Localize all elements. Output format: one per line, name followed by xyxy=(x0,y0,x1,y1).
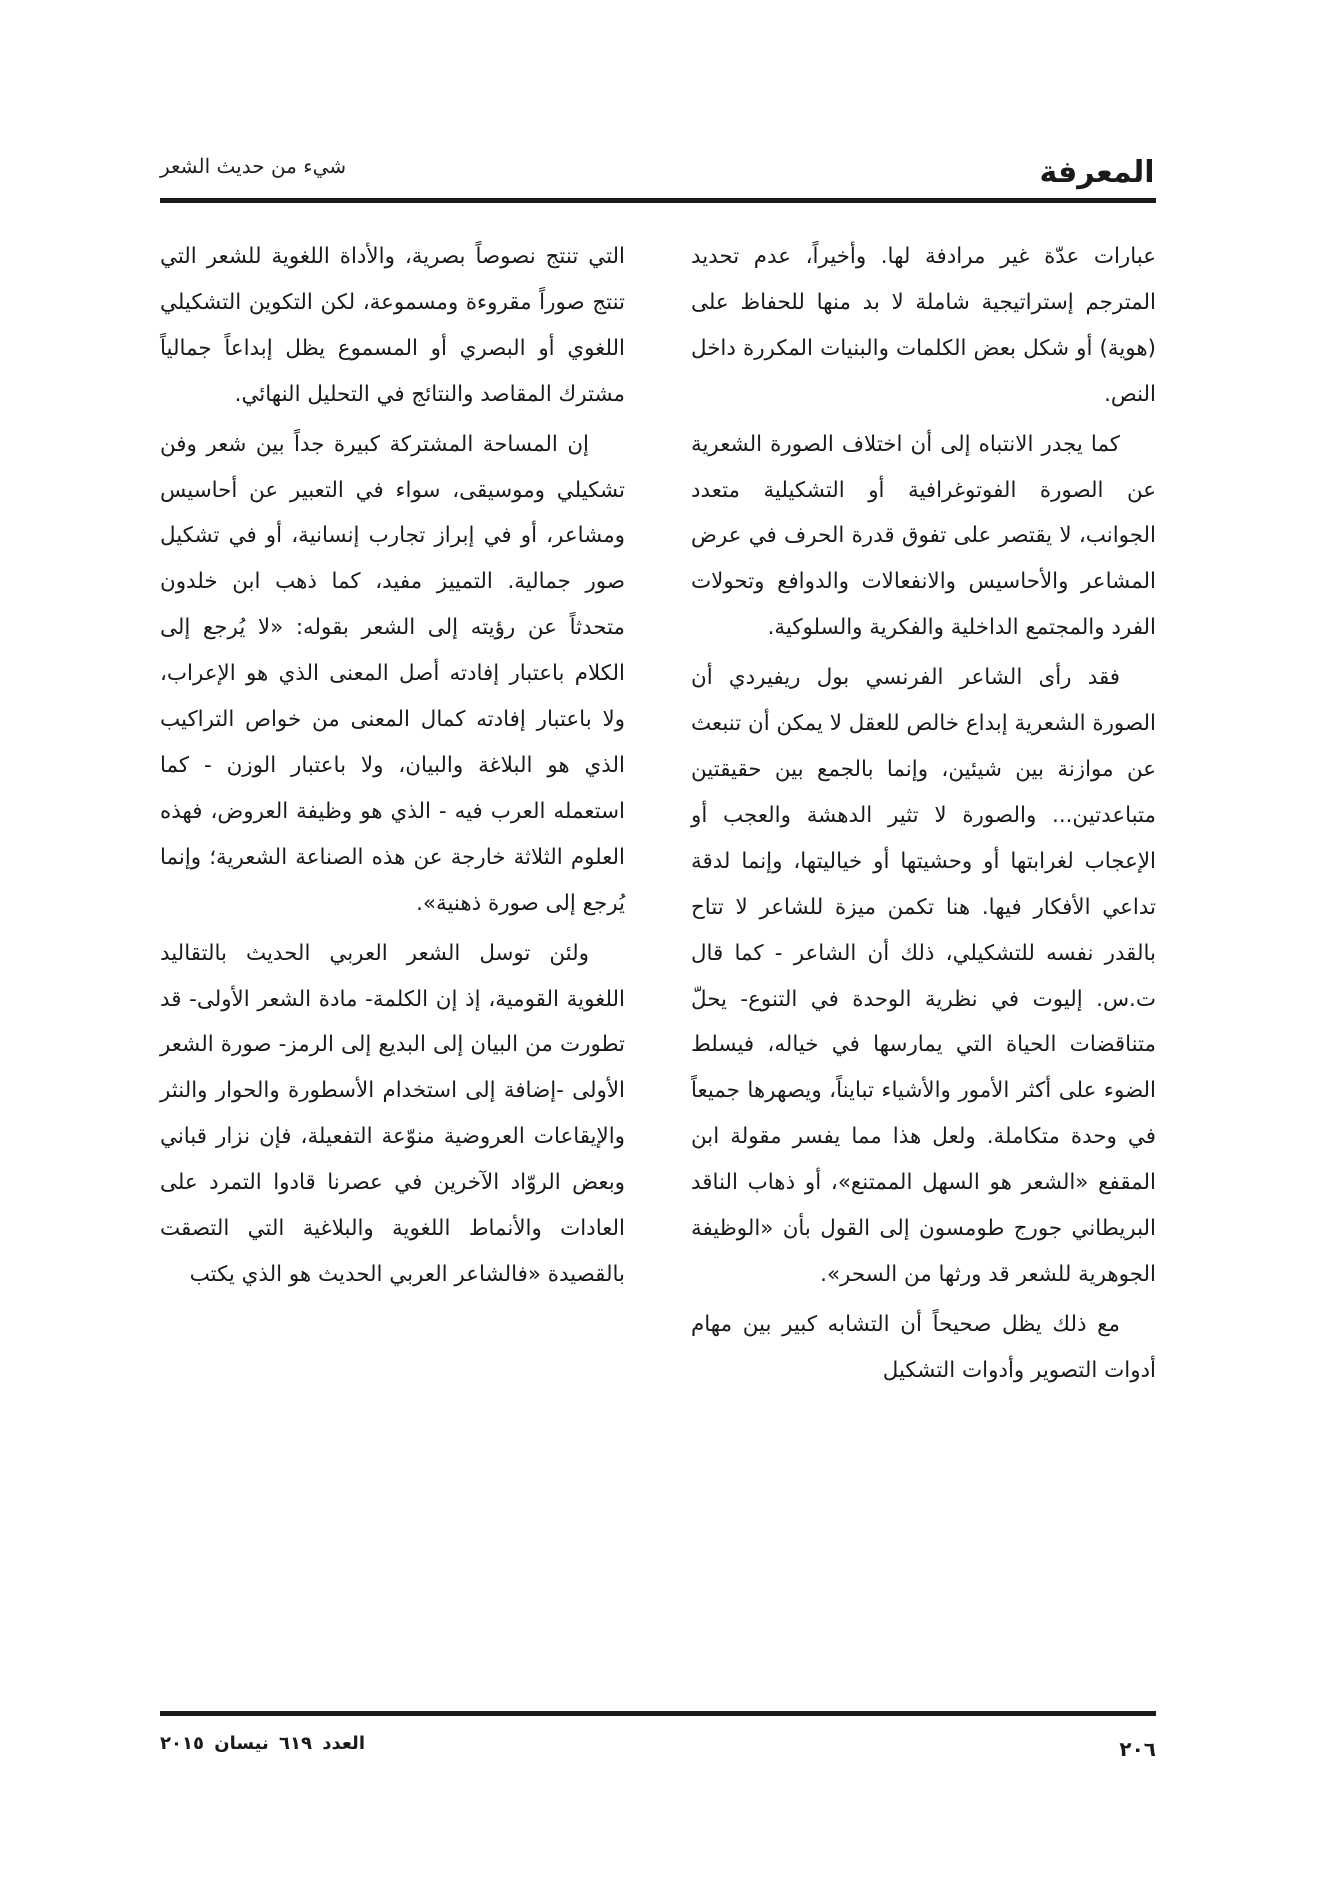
left-column xyxy=(160,234,625,1302)
paragraph: عبارات عدّة غير مرادفة لها. وأخيراً، عدم تحديد المترجم إستراتيجية شاملة لا بد منها للحفاظ على (هوية) أو شكل بعض الكلمات والبنيات المكررة داخل النص. xyxy=(691,244,1156,407)
page-number: ٢٠٦ xyxy=(1119,1737,1156,1761)
paragraph: ولئن توسل الشعر العربي الحديث بالتقاليد اللغوية القومية، إذ إن الكلمة- مادة الشعر الأولى- قد تطورت من البيان إلى البديع إلى الرمز- صورة الشعر الأولى -إضافة إلى استخدام الأسطورة والحوار والنثر والإيقاعات العروضية منوّعة التفعيلة، فإن نزار قباني وبعض الروّاد الآخرين في عصرنا قادوا التمرد على العادات والأنماط اللغوية والبلاغية التي التصقت بالقصيدة «فالشاعر العربي الحديث هو الذي يكتب xyxy=(160,940,625,1287)
right-column xyxy=(691,234,1156,1398)
footer-divider xyxy=(160,1711,1156,1716)
issue-info: العدد ٦١٩ نيسان ٢٠١٥ xyxy=(160,1733,365,1754)
paragraph: كما يجدر الانتباه إلى أن اختلاف الصورة الشعرية عن الصورة الفوتوغرافية أو التشكيلية متعدد الجوانب، لا يقتصر على تفوق قدرة الحرف في عرض المشاعر والأحاسيس والانفعالات والدوافع وتحولات الفرد والمجتمع الداخلية والفكرية والسلوكية. xyxy=(691,431,1156,641)
logo-mark-icon xyxy=(1038,153,1156,191)
magazine-logo xyxy=(1038,153,1156,191)
logo-text: المعرفة xyxy=(1039,155,1155,190)
running-title: شيء من حديث الشعر xyxy=(160,154,347,178)
paragraph: مع ذلك يظل صحيحاً أن التشابه كبير بين مهام أدوات التصوير وأدوات التشكيل xyxy=(691,1311,1156,1383)
paragraph: فقد رأى الشاعر الفرنسي بول ريفيردي أن الصورة الشعرية إبداع خالص للعقل لا يمكن أن تنبعث عن موازنة بين شيئين، وإنما بالجمع بين حقيقتين متباعدتين... والصورة لا تثير الدهشة والعجب أو الإعجاب لغرابتها أو وحشيتها أو خياليتها، وإنما لدقة تداعي الأفكار فيها. هنا تكمن ميزة للشاعر لا تتاح بالقدر نفسه للتشكيلي، ذلك أن الشاعر - كما قال ت.س. إليوت في نظرية الوحدة في التنوع- يحلّ متناقضات الحياة التي يمارسها في خياله، فيسلط الضوء على أكثر الأمور والأشياء تبايناً، ويصهرها جميعاً في وحدة متكاملة. ولعل هذا مما يفسر مقولة ابن المقفع «الشعر هو السهل الممتنع»، أو ذهاب الناقد البريطاني جورج طومسون إلى القول بأن «الوظيفة الجوهرية للشعر قد ورثها من السحر». xyxy=(691,665,1156,1287)
paragraph: التي تنتج نصوصاً بصرية، والأداة اللغوية للشعر التي تنتج صوراً مقروءة ومسموعة، لكن التكوين التشكيلي اللغوي أو البصري أو المسموع يظل إبداعاً جمالياً مشترك المقاصد والنتائج في التحليل النهائي. xyxy=(160,244,625,407)
paragraph: إن المساحة المشتركة كبيرة جداً بين شعر وفن تشكيلي وموسيقى، سواء في التعبير عن أحاسيس ومشاعر، أو في إبراز تجارب إنسانية، أو في تشكيل صور جمالية. التمييز مفيد، كما ذهب ابن خلدون متحدثاً عن رؤيته إلى الشعر بقوله: «لا يُرجع إلى الكلام باعتبار إفادته أصل المعنى الذي هو الإعراب، ولا باعتبار إفادته كمال المعنى من خواص التراكيب الذي هو البلاغة والبيان، ولا باعتبار الوزن - كما استعمله العرب فيه - الذي هو وظيفة العروض، فهذه العلوم الثلاثة خارجة عن هذه الصناعة الشعرية؛ وإنما يُرجع إلى صورة ذهنية». xyxy=(160,431,625,916)
header-divider xyxy=(160,198,1156,203)
